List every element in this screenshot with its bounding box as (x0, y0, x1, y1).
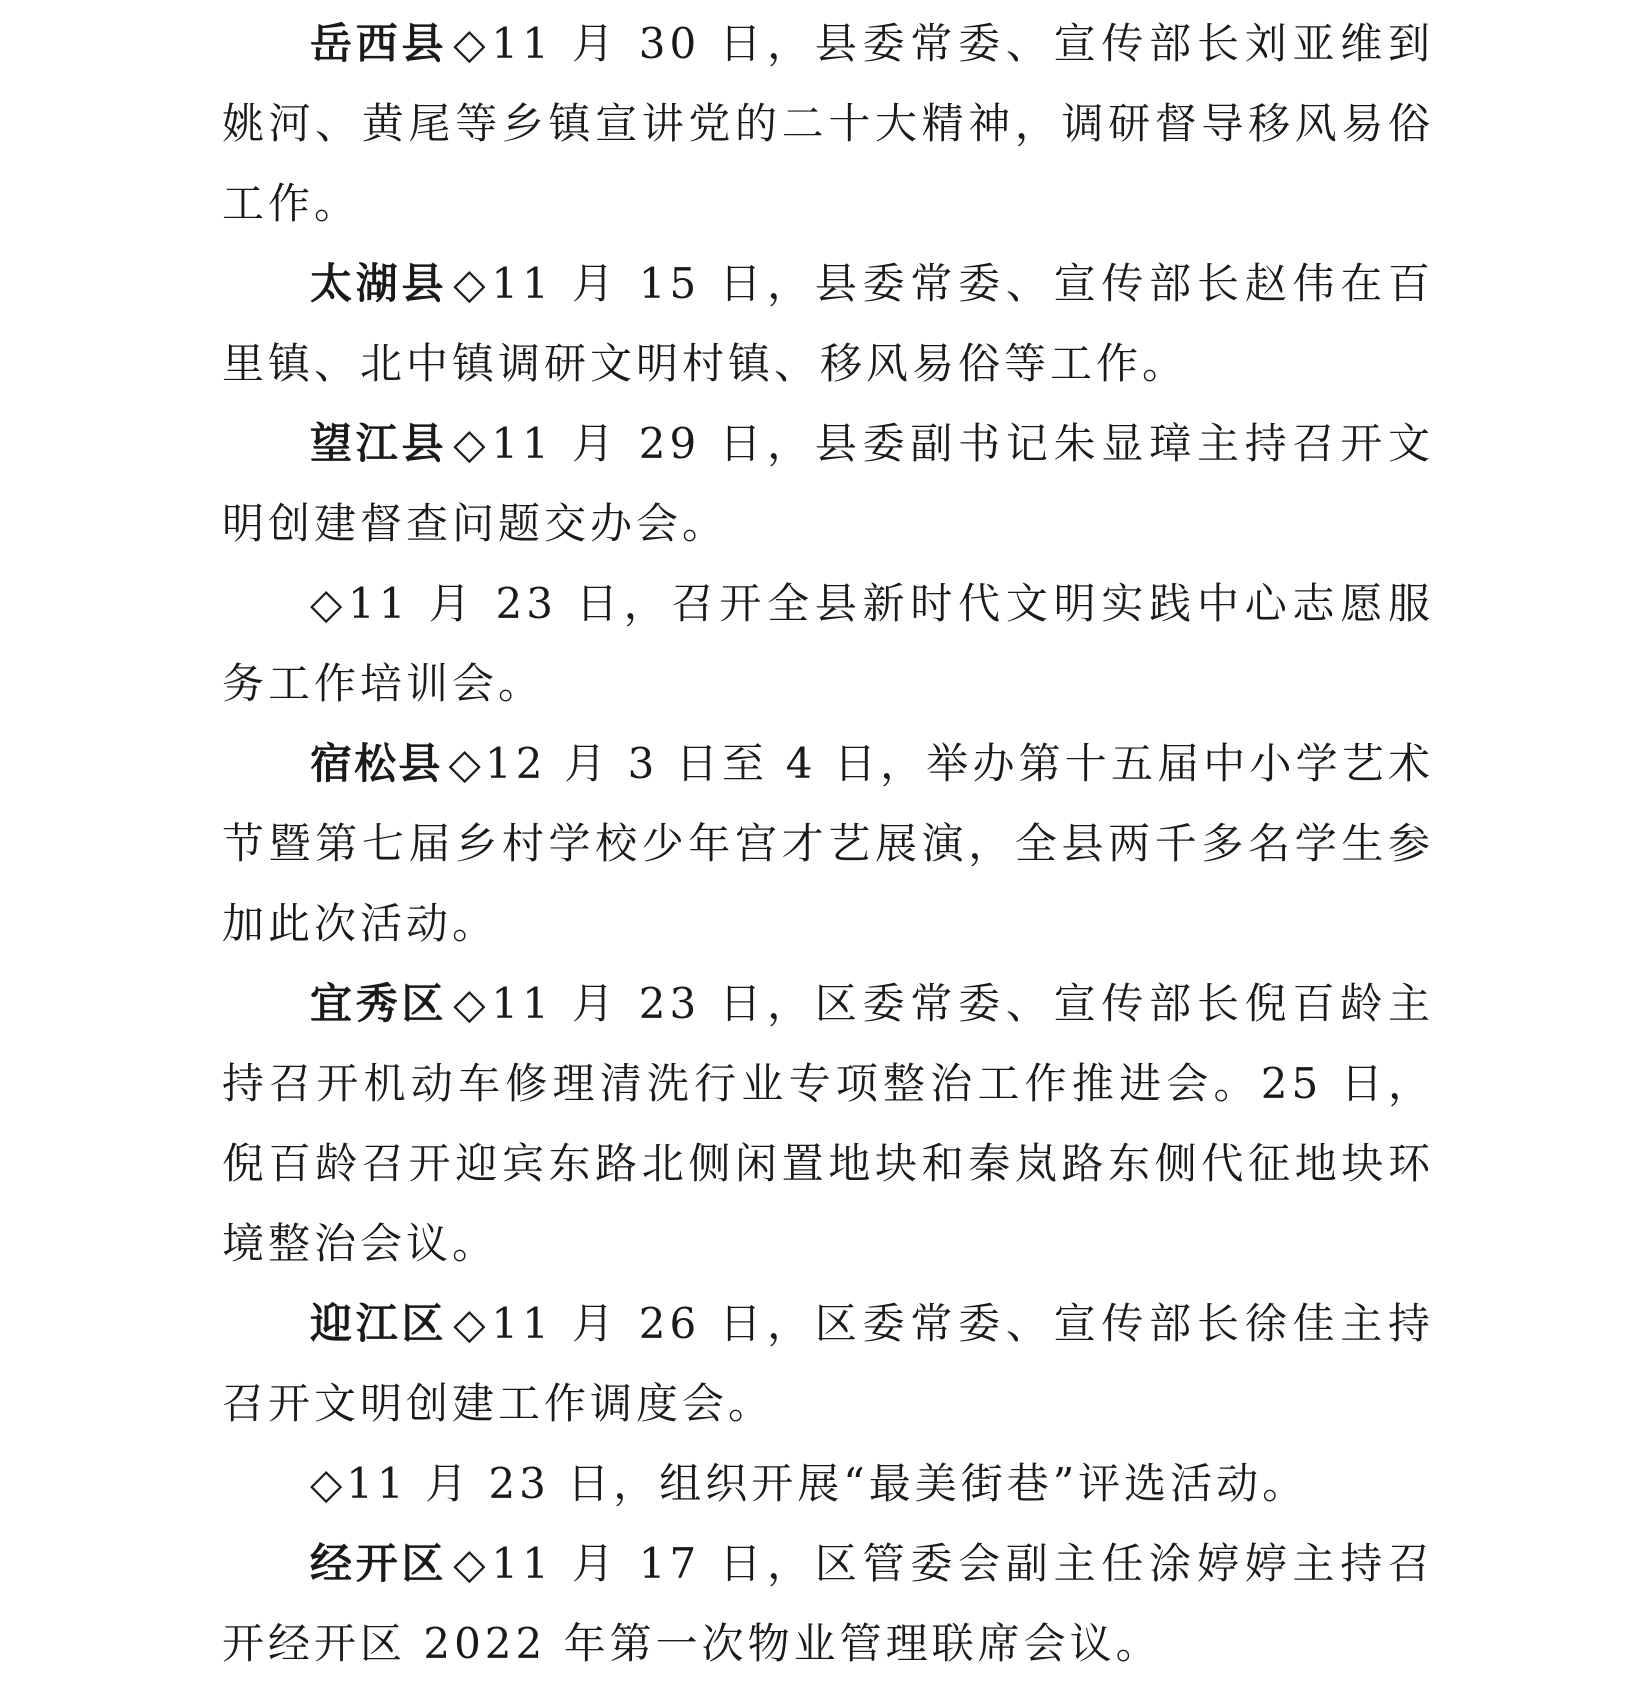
entry-text: ◇12 月 3 日至 4 日，举办第十五届中小学艺术节暨第七届乡村学校少年宫才艺展演，全县两千多名学生参加此次活动。 (222, 739, 1434, 948)
entry-wangjiang (222, 404, 1434, 564)
county-name: 望江县 (310, 419, 448, 468)
county-name: 宜秀区 (310, 979, 448, 1028)
entry-text: ◇11 月 15 日，县委常委、宣传部长赵伟在百里镇、北中镇调研文明村镇、移风易俗等工作。 (222, 259, 1434, 388)
entry-text: ◇11 月 30 日，县委常委、宣传部长刘亚维到姚河、黄尾等乡镇宣讲党的二十大精神，调研督导移风易俗工作。 (222, 19, 1434, 228)
entry-text: ◇11 月 23 日，召开全县新时代文明实践中心志愿服务工作培训会。 (222, 579, 1434, 708)
entry-taihu (222, 244, 1434, 404)
entry-wangjiang-2 (222, 564, 1434, 724)
entry-yingjiang (222, 1284, 1434, 1444)
county-name: 经开区 (310, 1539, 448, 1588)
news-brief-list (222, 0, 1434, 1684)
entry-yingjiang-2 (222, 1444, 1434, 1524)
entry-yixiu (222, 964, 1434, 1284)
county-name: 宿松县 (310, 739, 443, 788)
entry-text: ◇11 月 26 日，区委常委、宣传部长徐佳主持召开文明创建工作调度会。 (222, 1299, 1434, 1428)
entry-text: ◇11 月 23 日，组织开展“最美街巷”评选活动。 (310, 1459, 1309, 1508)
entry-susong (222, 724, 1434, 964)
entry-text: ◇11 月 17 日，区管委会副主任涂婷婷主持召开经开区 2022 年第一次物业管理联席会议。 (222, 1539, 1434, 1668)
county-name: 岳西县 (310, 19, 448, 68)
entry-text: ◇11 月 23 日，区委常委、宣传部长倪百龄主持召开机动车修理清洗行业专项整治工作推进会。25 日，倪百龄召开迎宾东路北侧闲置地块和秦岚路东侧代征地块环境整治会议。 (222, 979, 1434, 1268)
county-name: 太湖县 (310, 259, 448, 308)
county-name: 迎江区 (310, 1299, 448, 1348)
entry-yuexi (222, 4, 1434, 244)
entry-jingkai (222, 1524, 1434, 1684)
entry-text: ◇11 月 29 日，县委副书记朱显璋主持召开文明创建督查问题交办会。 (222, 419, 1434, 548)
